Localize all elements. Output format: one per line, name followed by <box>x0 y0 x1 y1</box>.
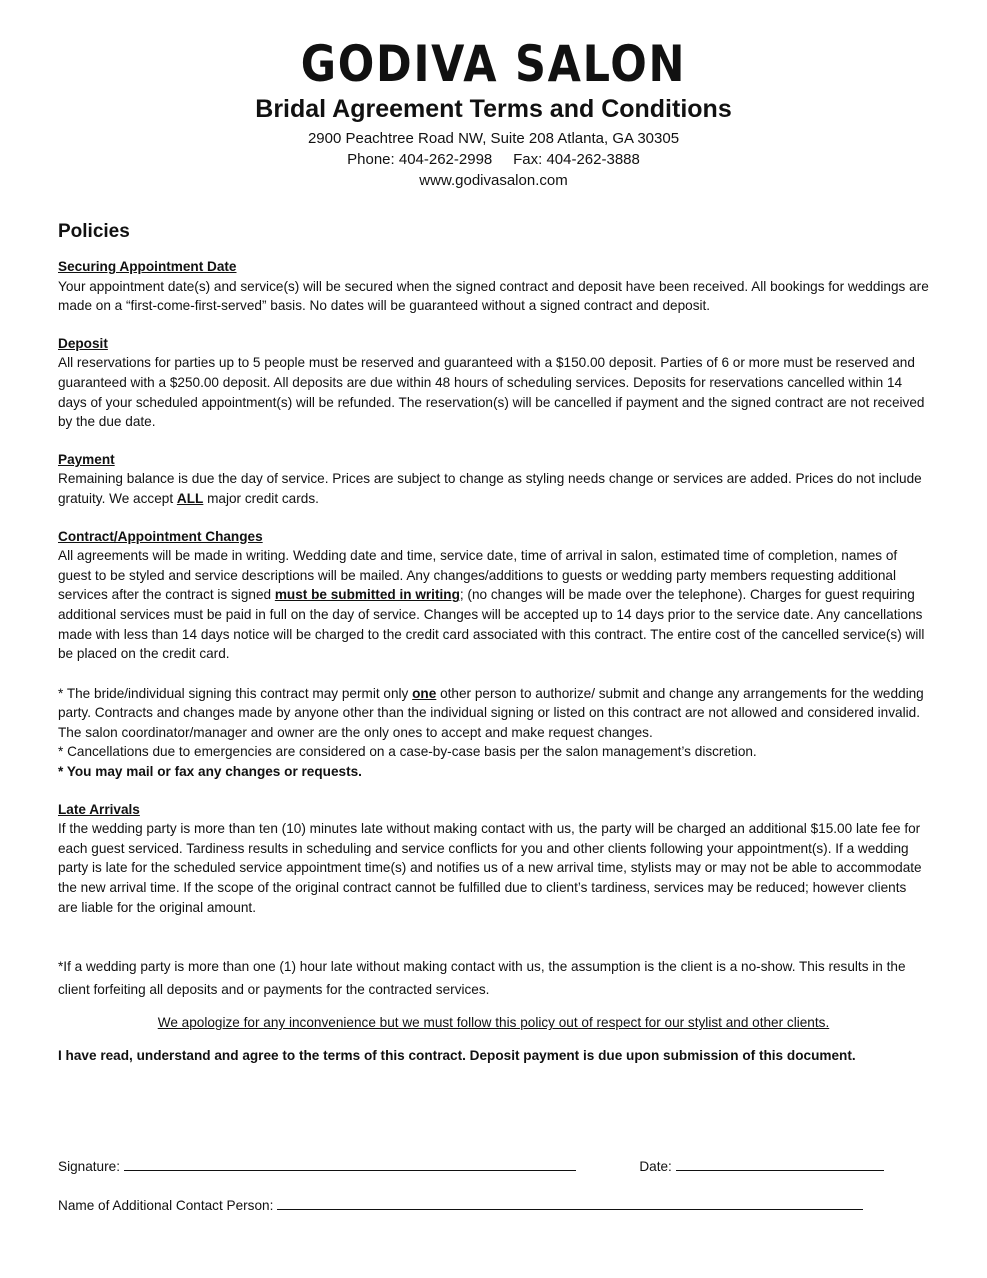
section-deposit <box>58 334 929 432</box>
salon-phone-fax: Phone: 404-262-2998 Fax: 404-262-3888 <box>347 151 640 168</box>
agreement-statement: I have read, understand and agree to the terms of this contract. Deposit payment is due upon submission of this document. <box>58 1048 856 1064</box>
date-label: Date: <box>639 1159 672 1174</box>
section-late-arrivals <box>58 800 929 918</box>
body-text: major credit cards. <box>203 490 319 506</box>
section-body <box>58 469 929 508</box>
note-text: other person to authorize/ submit and change any arrangements for the wedding party. Contracts and changes made by anyone other than the individual signing or listed on this contract are not allowed and considered invalid. The salon coordinator/manager and owner are the only ones to accept and make request changes. <box>58 685 924 740</box>
section-title: Late Arrivals <box>58 801 140 817</box>
contract-notes <box>58 684 929 782</box>
note-text: * The bride/individual signing this contract may permit only <box>58 685 413 701</box>
section-body <box>58 546 929 664</box>
body-text: All agreements will be made in writing. Wedding date and time, service date, time of arrival in salon, estimated time of completion, names of guest to be styled and service descriptions will be mailed. Any changes/additions to guests or wedding party members requesting additional services after the contract is signed <box>58 548 898 603</box>
signature-label: Signature: <box>58 1159 120 1174</box>
contact-person-row <box>58 1197 863 1213</box>
no-show-policy: *If a wedding party is more than one (1) hour late without making contact with us, the assumption is the client is a no-show. This results in the client forfeiting all deposits and or payments for the contracted services. <box>58 959 906 998</box>
note-one-person <box>58 684 929 743</box>
contact-person-field[interactable] <box>277 1197 863 1210</box>
note-mail-fax: * You may mail or fax any changes or requests. <box>58 764 362 780</box>
document-title: Bridal Agreement Terms and Conditions <box>255 95 732 123</box>
section-title: Deposit <box>58 335 108 351</box>
section-title: Contract/Appointment Changes <box>58 528 263 544</box>
signature-field[interactable] <box>124 1158 576 1171</box>
salon-logo: GODIVA SALON <box>300 35 687 93</box>
salon-website: www.godivasalon.com <box>419 172 568 189</box>
emphasis-text: one <box>412 685 437 701</box>
emphasis-text: ALL <box>176 490 204 506</box>
section-securing-appointment <box>58 257 929 316</box>
section-body: All reservations for parties up to 5 people must be reserved and guaranteed with a $150.00 deposit. Parties of 6 or more must be reserved and guaranteed with a $250.00 deposit. All deposits are due within 48 hours of scheduling services. Deposits for reservations cancelled within 14 days of your scheduled appointment(s) will be refunded. The reservation(s) will be cancelled if payment and the signed contract are not received by the due date. <box>58 355 925 430</box>
body-text: ; (no changes will be made over the telephone). Charges for guest requiring additional services must be paid in full on the day of service. Changes will be accepted up to 14 days prior to the service date. Any cancellations made with less than 14 days notice will be charged to the credit card associated with this contract. The entire cost of the cancelled service(s) will be placed on the credit card. <box>58 587 925 662</box>
salon-address: 2900 Peachtree Road NW, Suite 208 Atlanta, GA 30305 <box>307 130 680 147</box>
body-text: Remaining balance is due the day of service. Prices are subject to change as styling needs change or services are added. Prices do not include gratuity. We accept <box>58 471 922 506</box>
section-body: Your appointment date(s) and service(s) will be secured when the signed contract and deposit have been received. All bookings for weddings are made on a “first-come-first-served” basis. No dates will be guaranteed without a signed contract and deposit. <box>58 278 929 314</box>
policies-heading: Policies <box>58 221 130 242</box>
section-body: If the wedding party is more than ten (10) minutes late without making contact with us, the party will be charged an additional $15.00 late fee for each guest serviced. Tardiness results in scheduling and service conflicts for you and other clients following your appointment(s). If a wedding party is late for the scheduled service appointment time(s) and notifies us of a new arrival time, stylists may or may not be able to accommodate the new arrival time. If the scope of the original contract cannot be fulfilled due to client’s tardiness, services may be reduced; however clients are liable for the original amount. <box>58 821 922 915</box>
date-field[interactable] <box>676 1158 884 1171</box>
signature-row <box>58 1158 884 1174</box>
section-title: Securing Appointment Date <box>58 259 237 274</box>
section-contract-changes <box>58 527 929 664</box>
contact-person-label: Name of Additional Contact Person: <box>58 1198 274 1213</box>
section-title: Payment <box>58 451 115 467</box>
emphasis-text: must be submitted in writing <box>274 587 460 603</box>
section-payment <box>58 450 929 509</box>
note-emergencies: * Cancellations due to emergencies are considered on a case-by-case basis per the salon management’s discretion. <box>58 744 757 760</box>
apology-statement: We apologize for any inconvenience but we must follow this policy out of respect for our stylist and other clients. <box>157 1015 830 1031</box>
